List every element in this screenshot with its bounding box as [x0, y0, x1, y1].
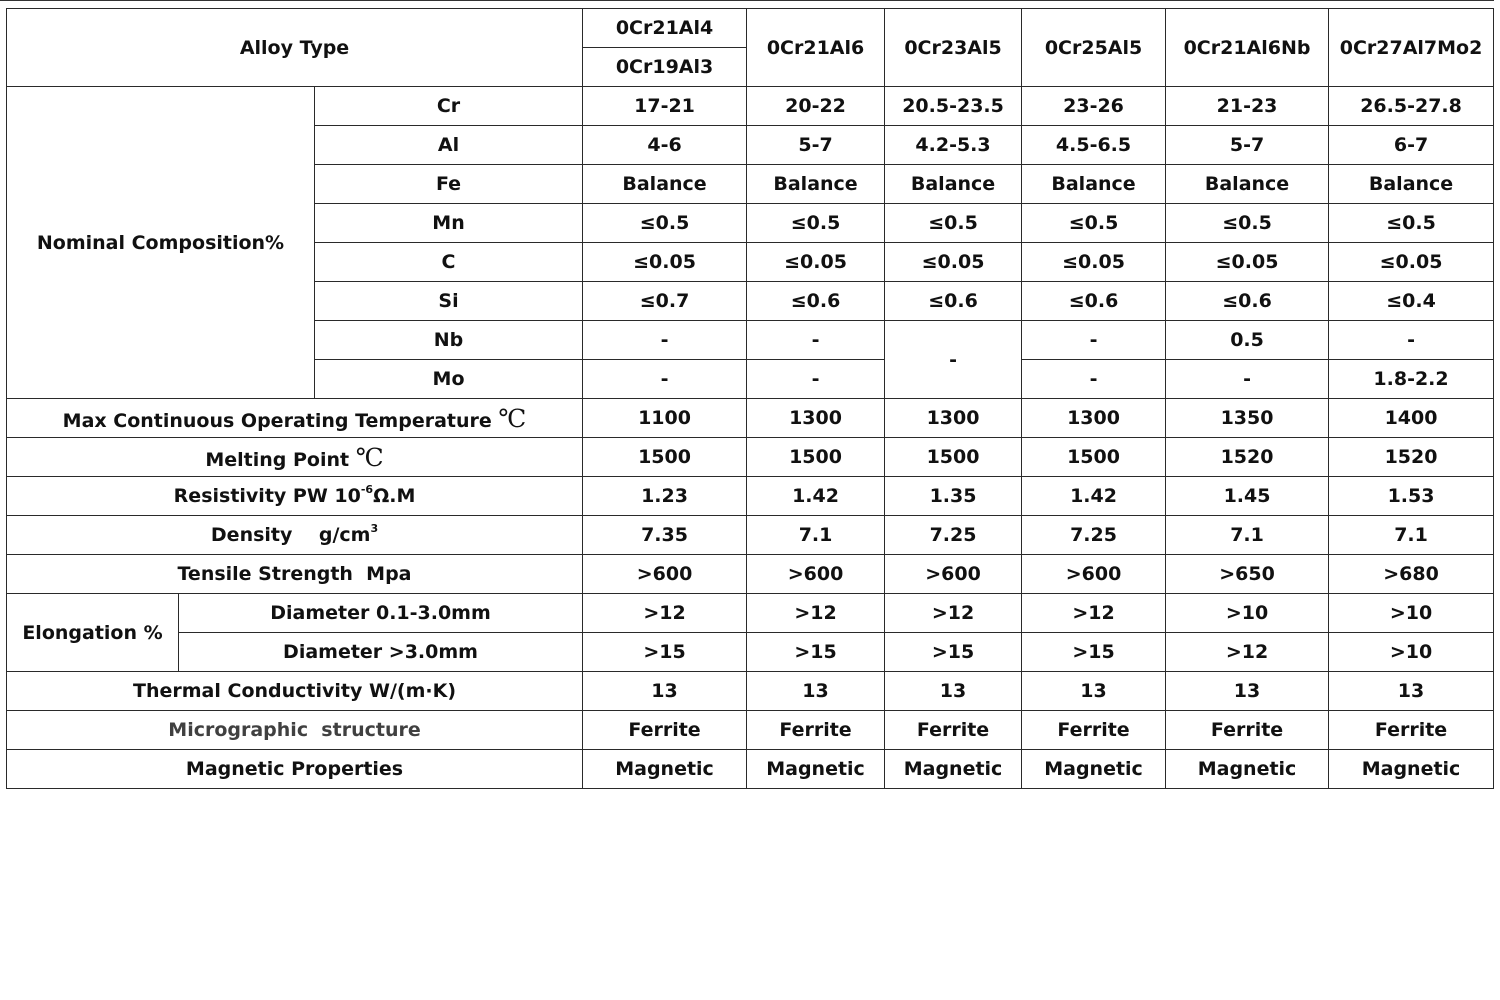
magnetic-properties-label: Magnetic Properties [7, 750, 583, 789]
magnetic-properties-row [7, 750, 1494, 789]
composition-label: Nominal Composition% [7, 87, 315, 399]
table-cell: Balance [1022, 165, 1166, 204]
table-cell: ≤0.05 [885, 243, 1022, 282]
table-cell: >12 [885, 594, 1022, 633]
table-cell: 7.25 [885, 516, 1022, 555]
max-temperature-row [7, 399, 1494, 438]
table-cell: Magnetic [1166, 750, 1329, 789]
table-cell: ≤0.5 [583, 204, 747, 243]
table-cell: Ferrite [747, 711, 885, 750]
header-row-1 [7, 9, 1494, 48]
elongation-row-small-diameter [7, 594, 1494, 633]
table-cell: >12 [1166, 633, 1329, 672]
table-cell: >600 [1022, 555, 1166, 594]
table-cell: Ferrite [885, 711, 1022, 750]
resistivity-label-text: Resistivity PW 10 [173, 485, 361, 507]
table-cell: >12 [1022, 594, 1166, 633]
table-cell: 5-7 [747, 126, 885, 165]
table-cell: 1.8-2.2 [1329, 360, 1494, 399]
table-cell: 0.5 [1166, 321, 1329, 360]
table-cell: >15 [1022, 633, 1166, 672]
table-cell: Balance [1166, 165, 1329, 204]
element-label: Fe [315, 165, 583, 204]
elongation-row-large-diameter [7, 633, 1494, 672]
table-cell: 1300 [885, 399, 1022, 438]
table-cell: 20.5-23.5 [885, 87, 1022, 126]
table-cell: 20-22 [747, 87, 885, 126]
table-cell: >600 [583, 555, 747, 594]
table-cell: 13 [1329, 672, 1494, 711]
element-label: Si [315, 282, 583, 321]
table-cell: Magnetic [1022, 750, 1166, 789]
table-cell: ≤0.7 [583, 282, 747, 321]
table-cell: 1.42 [1022, 477, 1166, 516]
table-cell: >10 [1166, 594, 1329, 633]
table-cell: 23-26 [1022, 87, 1166, 126]
micrographic-structure-label: Micrographic structure [7, 711, 583, 750]
table-cell: Balance [747, 165, 885, 204]
table-cell: Ferrite [1022, 711, 1166, 750]
table-cell: 1520 [1166, 438, 1329, 477]
table-cell: 13 [747, 672, 885, 711]
element-label: Cr [315, 87, 583, 126]
table-cell: ≤0.5 [885, 204, 1022, 243]
density-row [7, 516, 1494, 555]
table-cell: ≤0.6 [885, 282, 1022, 321]
table-cell: ≤0.05 [1329, 243, 1494, 282]
table-cell: - [1329, 321, 1494, 360]
table-cell: ≤0.6 [747, 282, 885, 321]
table-cell: 13 [583, 672, 747, 711]
table-cell: ≤0.6 [1022, 282, 1166, 321]
table-cell: - [1166, 360, 1329, 399]
table-cell: 7.1 [1166, 516, 1329, 555]
table-cell: ≤0.05 [583, 243, 747, 282]
alloy-0cr25al5: 0Cr25Al5 [1022, 9, 1166, 87]
composition-row-cr [7, 87, 1494, 126]
table-cell: 1300 [1022, 399, 1166, 438]
melting-point-row [7, 438, 1494, 477]
table-cell: 4.2-5.3 [885, 126, 1022, 165]
alloy-spec-table [6, 8, 1494, 789]
table-cell: ≤0.5 [1329, 204, 1494, 243]
table-cell: 1.35 [885, 477, 1022, 516]
table-cell: 17-21 [583, 87, 747, 126]
density-label [7, 516, 583, 555]
table-cell: 1100 [583, 399, 747, 438]
table-cell: Magnetic [747, 750, 885, 789]
table-cell: 1.42 [747, 477, 885, 516]
table-cell: 7.25 [1022, 516, 1166, 555]
alloy-type-label: Alloy Type [7, 9, 583, 87]
table-cell: 5-7 [1166, 126, 1329, 165]
table-cell: 1.53 [1329, 477, 1494, 516]
table-cell: - [583, 321, 747, 360]
diameter-small-label: Diameter 0.1-3.0mm [179, 594, 583, 633]
table-cell: 1400 [1329, 399, 1494, 438]
table-cell: >600 [747, 555, 885, 594]
table-cell: 1.45 [1166, 477, 1329, 516]
micrographic-structure-row [7, 711, 1494, 750]
table-cell: ≤0.05 [1166, 243, 1329, 282]
element-label: Al [315, 126, 583, 165]
table-cell: >650 [1166, 555, 1329, 594]
element-label: Mo [315, 360, 583, 399]
table-cell: - [1022, 360, 1166, 399]
table-cell: Magnetic [1329, 750, 1494, 789]
table-cell: 13 [1166, 672, 1329, 711]
resistivity-unit: Ω.M [373, 485, 416, 507]
table-cell: 13 [1022, 672, 1166, 711]
table-cell: Magnetic [885, 750, 1022, 789]
table-cell: ≤0.5 [1166, 204, 1329, 243]
table-cell: ≤0.05 [747, 243, 885, 282]
alloy-0cr27al7mo2: 0Cr27Al7Mo2 [1329, 9, 1494, 87]
resistivity-exponent: -6 [360, 482, 374, 496]
table-cell: - [583, 360, 747, 399]
table-cell: - [747, 321, 885, 360]
table-cell: >10 [1329, 594, 1494, 633]
thermal-conductivity-row [7, 672, 1494, 711]
table-cell: 1350 [1166, 399, 1329, 438]
melting-point-label [7, 438, 583, 477]
table-cell: 1.23 [583, 477, 747, 516]
table-cell: >12 [747, 594, 885, 633]
table-cell: 1300 [747, 399, 885, 438]
table-cell: Magnetic [583, 750, 747, 789]
max-temperature-label-text: Max Continuous Operating Temperature [62, 409, 492, 432]
alloy-0cr21al4: 0Cr21Al4 [583, 9, 747, 48]
table-cell: 26.5-27.8 [1329, 87, 1494, 126]
table-cell: Balance [583, 165, 747, 204]
table-cell: Balance [1329, 165, 1494, 204]
resistivity-label [7, 477, 583, 516]
tensile-strength-row [7, 555, 1494, 594]
table-cell-merged: - [885, 321, 1022, 399]
element-label: Nb [315, 321, 583, 360]
table-cell: 6-7 [1329, 126, 1494, 165]
table-cell: >12 [583, 594, 747, 633]
table-cell: ≤0.5 [1022, 204, 1166, 243]
table-cell: 1500 [885, 438, 1022, 477]
top-border-line [0, 0, 1494, 1]
table-cell: 4.5-6.5 [1022, 126, 1166, 165]
alloy-0cr19al3: 0Cr19Al3 [583, 48, 747, 87]
table-cell: >600 [885, 555, 1022, 594]
alloy-0cr21al6: 0Cr21Al6 [747, 9, 885, 87]
celsius-unit: ℃ [498, 403, 527, 433]
table-cell: 1500 [747, 438, 885, 477]
table-cell: ≤0.05 [1022, 243, 1166, 282]
table-cell: ≤0.4 [1329, 282, 1494, 321]
table-cell: Balance [885, 165, 1022, 204]
alloy-0cr23al5: 0Cr23Al5 [885, 9, 1022, 87]
tensile-strength-label: Tensile Strength Mpa [7, 555, 583, 594]
table-cell: 1520 [1329, 438, 1494, 477]
table-cell: 21-23 [1166, 87, 1329, 126]
table-cell: 4-6 [583, 126, 747, 165]
table-cell: >10 [1329, 633, 1494, 672]
table-cell: Ferrite [583, 711, 747, 750]
elongation-label: Elongation % [7, 594, 179, 672]
element-label: Mn [315, 204, 583, 243]
table-cell: Ferrite [1166, 711, 1329, 750]
table-cell: >680 [1329, 555, 1494, 594]
table-cell: 7.1 [1329, 516, 1494, 555]
table-cell: >15 [583, 633, 747, 672]
diameter-large-label: Diameter >3.0mm [179, 633, 583, 672]
element-label: C [315, 243, 583, 282]
table-cell: >15 [885, 633, 1022, 672]
celsius-unit: ℃ [355, 442, 384, 472]
alloy-0cr21al6nb: 0Cr21Al6Nb [1166, 9, 1329, 87]
table-cell: Ferrite [1329, 711, 1494, 750]
density-exponent: 3 [370, 521, 379, 535]
table-cell: - [1022, 321, 1166, 360]
table-cell: 1500 [583, 438, 747, 477]
table-cell: 1500 [1022, 438, 1166, 477]
table-cell: >15 [747, 633, 885, 672]
max-temperature-label [7, 399, 583, 438]
resistivity-row [7, 477, 1494, 516]
thermal-conductivity-label: Thermal Conductivity W/(m·K) [7, 672, 583, 711]
table-cell: ≤0.5 [747, 204, 885, 243]
density-label-text: Density g/cm [210, 524, 371, 546]
table-cell: ≤0.6 [1166, 282, 1329, 321]
table-cell: 7.1 [747, 516, 885, 555]
melting-point-label-text: Melting Point [205, 448, 350, 471]
table-cell: 7.35 [583, 516, 747, 555]
table-cell: - [747, 360, 885, 399]
table-cell: 13 [885, 672, 1022, 711]
